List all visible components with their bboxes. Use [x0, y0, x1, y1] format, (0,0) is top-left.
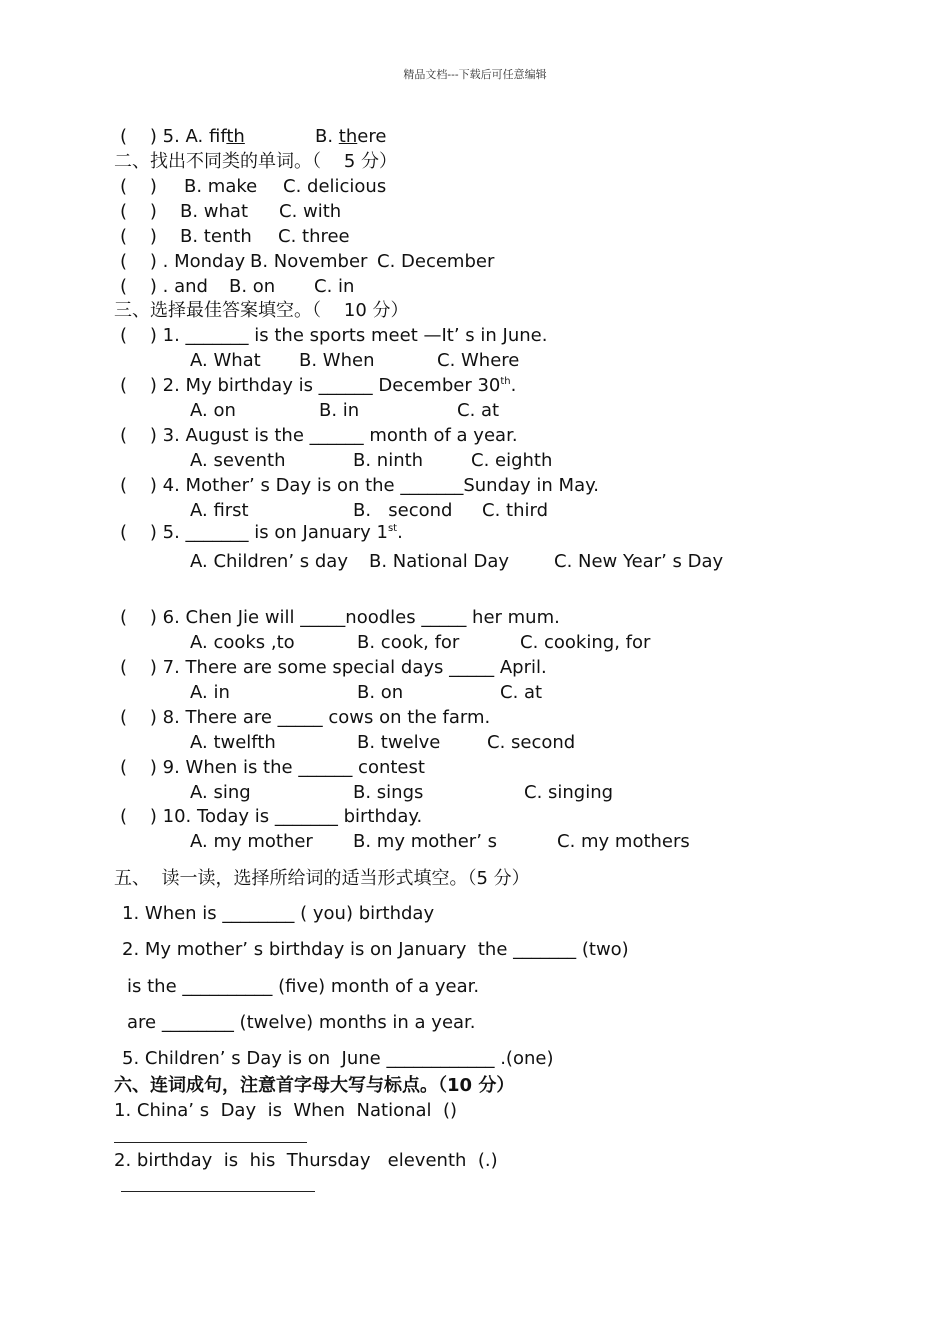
mc-q5-option-c: C. New Year’ s Day [554, 551, 724, 572]
mc-q5-end: . [397, 522, 403, 543]
mc-q9-option-c: C. singing [524, 782, 614, 803]
odd-one-item-5-c: C. in [314, 276, 355, 297]
pron-q5-b-prefix: B. [315, 126, 339, 147]
mc-q3-option-c: C. eighth [471, 450, 553, 471]
mc-q8-option-c: C. second [487, 732, 576, 753]
mc-question-9: ( ) 9. When is the ______ contest [120, 757, 425, 778]
answer-line-1 [114, 1142, 307, 1143]
mc-q2-option-b: B. in [319, 400, 360, 421]
mc-q7-option-b: B. on [357, 682, 404, 703]
mc-q3-option-b: B. ninth [353, 450, 424, 471]
mc-q1-option-b: B. When [299, 350, 375, 371]
mc-q4-option-a: A. first [190, 500, 249, 521]
sentence-item-1: 1. China’ s Day is When National () [114, 1100, 458, 1121]
sentence-item-2: 2. birthday is his Thursday eleventh (.) [114, 1150, 498, 1171]
fill-line-5: 5. Children’ s Day is on June ____________ .(one) [122, 1048, 554, 1069]
odd-one-item-4-c: C. December [377, 251, 495, 272]
mc-q10-option-a: A. my mother [190, 831, 313, 852]
mc-q3-option-a: A. seventh [190, 450, 286, 471]
odd-one-item-5-paren: ( ) . and [120, 276, 208, 297]
mc-question-10: ( ) 10. Today is _______ birthday. [120, 806, 423, 827]
fill-line-1: 1. When is ________ ( you) birthday [122, 903, 435, 924]
pron-q5-a-underlined: th [226, 126, 245, 147]
odd-one-item-3-c: C. three [278, 226, 350, 247]
mc-q1-option-a: A. What [190, 350, 261, 371]
mc-q2-sup: th [500, 376, 511, 387]
mc-q4-option-b: B. second [353, 500, 453, 521]
odd-one-item-1-c: C. delicious [283, 176, 387, 197]
answer-line-2 [121, 1191, 315, 1192]
mc-q5-text: ( ) 5. _______ is on January 1 [120, 522, 388, 543]
mc-q6-option-c: C. cooking, for [520, 632, 651, 653]
odd-one-item-2-paren: ( ) [120, 201, 157, 222]
mc-question-3: ( ) 3. August is the ______ month of a year. [120, 425, 518, 446]
mc-question-8: ( ) 8. There are _____ cows on the farm. [120, 707, 491, 728]
mc-q5-sup: st [387, 523, 398, 534]
mc-q5-option-a: A. Children’ s day [190, 551, 348, 572]
mc-q6-option-b: B. cook, for [357, 632, 460, 653]
mc-q7-option-a: A. in [190, 682, 230, 703]
mc-q10-option-c: C. my mothers [557, 831, 690, 852]
mc-q6-option-a: A. cooks ,to [190, 632, 295, 653]
mc-q2-end: . [510, 375, 517, 396]
fill-line-2: 2. My mother’ s birthday is on January the _______ (two) [122, 939, 629, 960]
mc-q2-text: ( ) 2. My birthday is ______ December 30 [120, 375, 501, 396]
fill-line-3: is the __________ (five) month of a year. [127, 976, 480, 997]
mc-q8-option-a: A. twelfth [190, 732, 276, 753]
pron-q5-b-underlined: th [338, 126, 358, 147]
section-6-title: 六、连词成句，注意首字母大写与标点。（10 分） [114, 1075, 515, 1096]
odd-one-item-4-b: B. November [250, 251, 368, 272]
section-2-title: 二、找出不同类的单词。（ 5 分） [114, 151, 398, 172]
pron-question-5-b [315, 126, 386, 148]
pron-question-5 [120, 126, 245, 148]
odd-one-item-1-paren: ( ) [120, 176, 157, 197]
page-header: 精品文档---下载后可任意编辑 [403, 68, 547, 81]
odd-one-item-4-paren: ( ) . Monday [120, 251, 246, 272]
pron-q5-b-suffix: ere [357, 126, 387, 147]
mc-q10-option-b: B. my mother’ s [353, 831, 498, 852]
mc-question-5 [120, 522, 403, 544]
mc-q9-option-a: A. sing [190, 782, 251, 803]
mc-q1-option-c: C. Where [437, 350, 520, 371]
odd-one-item-2-c: C. with [279, 201, 342, 222]
mc-question-2 [120, 375, 516, 397]
mc-q7-option-c: C. at [500, 682, 543, 703]
odd-one-item-1-b: B. make [184, 176, 258, 197]
pron-q5-prefix: ( ) 5. A. fif [120, 126, 227, 147]
section-3-title: 三、选择最佳答案填空。（ 10 分） [114, 300, 409, 321]
odd-one-item-5-b: B. on [229, 276, 276, 297]
mc-question-6: ( ) 6. Chen Jie will _____noodles _____ her mum. [120, 607, 560, 628]
mc-q2-option-c: C. at [457, 400, 500, 421]
mc-question-7: ( ) 7. There are some special days _____ April. [120, 657, 547, 678]
mc-q2-option-a: A. on [190, 400, 236, 421]
mc-q4-option-c: C. third [482, 500, 548, 521]
mc-question-1: ( ) 1. _______ is the sports meet —It’ s in June. [120, 325, 548, 346]
mc-q8-option-b: B. twelve [357, 732, 441, 753]
odd-one-item-2-b: B. what [180, 201, 249, 222]
mc-q9-option-b: B. sings [353, 782, 424, 803]
odd-one-item-3-b: B. tenth [180, 226, 252, 247]
mc-q5-option-b: B. National Day [369, 551, 510, 572]
section-5-title: 五、 读一读，选择所给词的适当形式填空。（5 分） [114, 868, 530, 889]
odd-one-item-3-paren: ( ) [120, 226, 157, 247]
mc-question-4: ( ) 4. Mother’ s Day is on the _______Sunday in May. [120, 475, 599, 496]
fill-line-4: are ________ (twelve) months in a year. [127, 1012, 476, 1033]
